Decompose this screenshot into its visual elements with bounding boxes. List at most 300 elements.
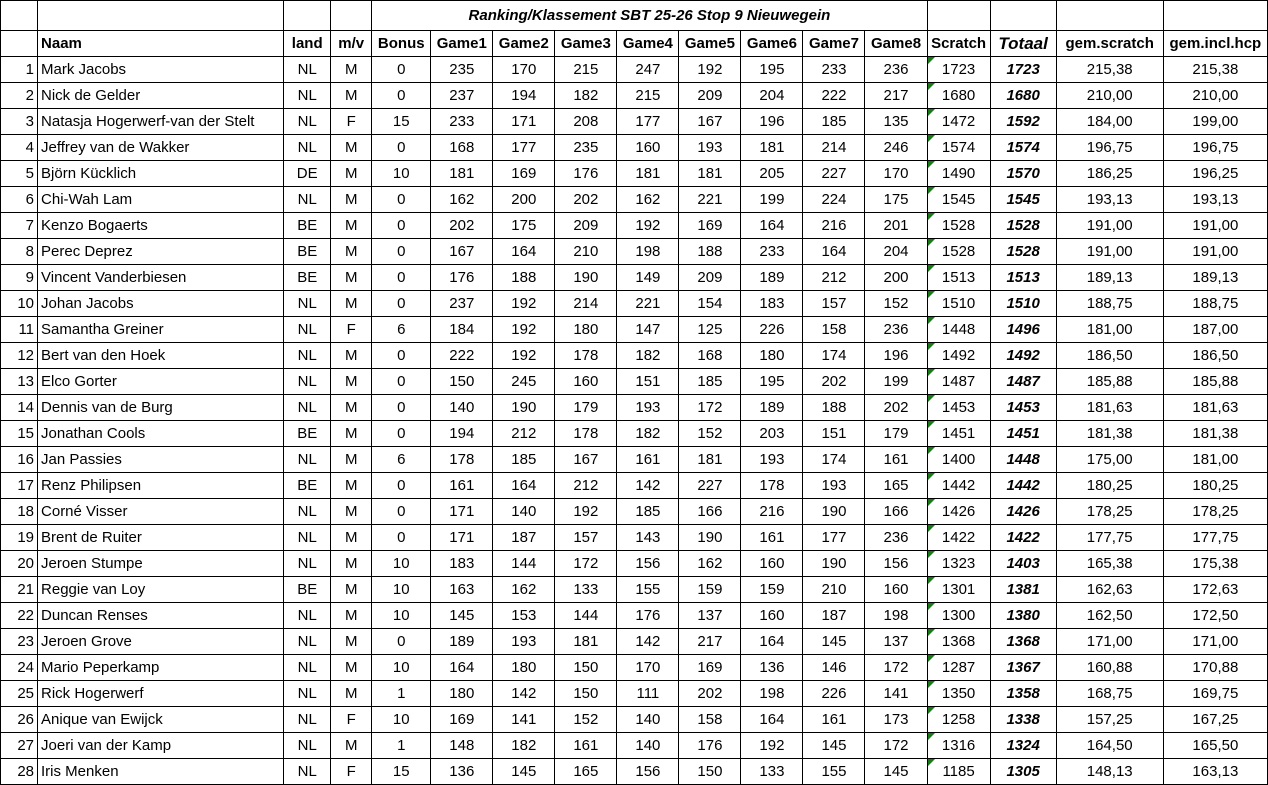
gender-cell[interactable]: M	[331, 369, 372, 395]
game-score-cell[interactable]: 178	[555, 421, 617, 447]
game-score-cell[interactable]: 144	[493, 551, 555, 577]
game-score-cell[interactable]: 212	[493, 421, 555, 447]
game-score-cell[interactable]: 175	[865, 187, 927, 213]
player-name-cell[interactable]: Dennis van de Burg	[38, 395, 284, 421]
game-score-cell[interactable]: 175	[493, 213, 555, 239]
game-score-cell[interactable]: 136	[431, 759, 493, 785]
game-score-cell[interactable]: 189	[741, 395, 803, 421]
game-score-cell[interactable]: 192	[741, 733, 803, 759]
game-score-cell[interactable]: 184	[431, 317, 493, 343]
bonus-cell[interactable]: 0	[372, 369, 431, 395]
totaal-cell[interactable]: 1487	[990, 369, 1056, 395]
gender-cell[interactable]: M	[331, 447, 372, 473]
gem-scratch-cell[interactable]: 162,63	[1056, 577, 1163, 603]
game-score-cell[interactable]: 190	[555, 265, 617, 291]
game-score-cell[interactable]: 178	[555, 343, 617, 369]
game-score-cell[interactable]: 187	[803, 603, 865, 629]
scratch-cell[interactable]	[927, 733, 990, 759]
game-score-cell[interactable]: 169	[679, 655, 741, 681]
rank-cell[interactable]: 17	[1, 473, 38, 499]
land-cell[interactable]: NL	[284, 603, 331, 629]
gender-cell[interactable]: M	[331, 135, 372, 161]
rank-cell[interactable]: 23	[1, 629, 38, 655]
rank-cell[interactable]: 3	[1, 109, 38, 135]
corner-cell[interactable]	[1, 1, 38, 31]
gem-scratch-cell[interactable]: 175,00	[1056, 447, 1163, 473]
game-score-cell[interactable]: 160	[741, 603, 803, 629]
gem-hcp-cell[interactable]: 172,63	[1163, 577, 1267, 603]
game-score-cell[interactable]: 160	[555, 369, 617, 395]
game-score-cell[interactable]: 202	[803, 369, 865, 395]
land-cell[interactable]: NL	[284, 629, 331, 655]
gem-scratch-cell[interactable]: 184,00	[1056, 109, 1163, 135]
totaal-cell[interactable]: 1448	[990, 447, 1056, 473]
scratch-cell[interactable]	[927, 629, 990, 655]
game-score-cell[interactable]: 160	[741, 551, 803, 577]
game-score-cell[interactable]: 194	[431, 421, 493, 447]
bonus-cell[interactable]: 0	[372, 629, 431, 655]
game-score-cell[interactable]: 125	[679, 317, 741, 343]
totaal-cell[interactable]: 1680	[990, 83, 1056, 109]
rank-cell[interactable]: 2	[1, 83, 38, 109]
gem-hcp-cell[interactable]: 167,25	[1163, 707, 1267, 733]
game-score-cell[interactable]: 176	[679, 733, 741, 759]
game-score-cell[interactable]: 193	[803, 473, 865, 499]
game-score-cell[interactable]: 192	[555, 499, 617, 525]
rank-cell[interactable]: 4	[1, 135, 38, 161]
bonus-cell[interactable]: 10	[372, 577, 431, 603]
rank-cell[interactable]: 14	[1, 395, 38, 421]
game-score-cell[interactable]: 162	[617, 187, 679, 213]
game-score-cell[interactable]: 151	[803, 421, 865, 447]
game-score-cell[interactable]: 146	[803, 655, 865, 681]
gem-scratch-cell[interactable]: 164,50	[1056, 733, 1163, 759]
gem-hcp-cell[interactable]: 210,00	[1163, 83, 1267, 109]
game-score-cell[interactable]: 180	[741, 343, 803, 369]
gem-hcp-cell[interactable]: 196,75	[1163, 135, 1267, 161]
gem-scratch-cell[interactable]: 186,50	[1056, 343, 1163, 369]
bonus-cell[interactable]: 15	[372, 109, 431, 135]
game-score-cell[interactable]: 190	[803, 551, 865, 577]
player-name-cell[interactable]: Brent de Ruiter	[38, 525, 284, 551]
game-header[interactable]: Game3	[555, 31, 617, 57]
rank-cell[interactable]: 10	[1, 291, 38, 317]
gem-hcp-cell[interactable]: 177,75	[1163, 525, 1267, 551]
land-cell[interactable]: DE	[284, 161, 331, 187]
gem-hcp-cell[interactable]: 193,13	[1163, 187, 1267, 213]
gender-cell[interactable]: M	[331, 655, 372, 681]
game-score-cell[interactable]: 236	[865, 317, 927, 343]
game-score-cell[interactable]: 204	[865, 239, 927, 265]
name-header[interactable]: Naam	[38, 31, 284, 57]
game-score-cell[interactable]: 192	[617, 213, 679, 239]
gem-hcp-cell[interactable]: 189,13	[1163, 265, 1267, 291]
game-score-cell[interactable]: 156	[865, 551, 927, 577]
player-name-cell[interactable]: Joeri van der Kamp	[38, 733, 284, 759]
game-score-cell[interactable]: 161	[555, 733, 617, 759]
bonus-cell[interactable]: 0	[372, 343, 431, 369]
bonus-cell[interactable]: 10	[372, 161, 431, 187]
gem-scratch-cell[interactable]: 215,38	[1056, 57, 1163, 83]
game-score-cell[interactable]: 147	[617, 317, 679, 343]
land-cell[interactable]: NL	[284, 681, 331, 707]
bonus-cell[interactable]: 10	[372, 551, 431, 577]
game-score-cell[interactable]: 171	[431, 499, 493, 525]
game-score-cell[interactable]: 177	[493, 135, 555, 161]
game-score-cell[interactable]: 145	[865, 759, 927, 785]
player-name-cell[interactable]: Natasja Hogerwerf-van der Stelt	[38, 109, 284, 135]
scratch-cell[interactable]	[927, 473, 990, 499]
game-score-cell[interactable]: 148	[431, 733, 493, 759]
blank-cell[interactable]	[331, 1, 372, 31]
bonus-cell[interactable]: 1	[372, 681, 431, 707]
bonus-cell[interactable]: 0	[372, 135, 431, 161]
game-score-cell[interactable]: 192	[679, 57, 741, 83]
game-score-cell[interactable]: 177	[803, 525, 865, 551]
bonus-cell[interactable]: 0	[372, 395, 431, 421]
rank-cell[interactable]: 24	[1, 655, 38, 681]
rank-cell[interactable]: 13	[1, 369, 38, 395]
gender-cell[interactable]: M	[331, 421, 372, 447]
rank-cell[interactable]: 18	[1, 499, 38, 525]
scratch-cell[interactable]	[927, 499, 990, 525]
game-score-cell[interactable]: 224	[803, 187, 865, 213]
blank-cell[interactable]	[1056, 1, 1163, 31]
game-score-cell[interactable]: 140	[493, 499, 555, 525]
rank-cell[interactable]: 25	[1, 681, 38, 707]
game-header[interactable]: Game7	[803, 31, 865, 57]
game-score-cell[interactable]: 165	[865, 473, 927, 499]
scratch-cell[interactable]	[927, 681, 990, 707]
rank-cell[interactable]: 1	[1, 57, 38, 83]
game-score-cell[interactable]: 193	[493, 629, 555, 655]
game-score-cell[interactable]: 152	[865, 291, 927, 317]
game-score-cell[interactable]: 199	[741, 187, 803, 213]
totaal-cell[interactable]: 1570	[990, 161, 1056, 187]
gender-cell[interactable]: M	[331, 265, 372, 291]
game-score-cell[interactable]: 178	[741, 473, 803, 499]
game-score-cell[interactable]: 185	[803, 109, 865, 135]
game-score-cell[interactable]: 188	[493, 265, 555, 291]
totaal-cell[interactable]: 1380	[990, 603, 1056, 629]
game-score-cell[interactable]: 161	[803, 707, 865, 733]
land-cell[interactable]: NL	[284, 369, 331, 395]
totaal-cell[interactable]: 1492	[990, 343, 1056, 369]
gem-scratch-cell[interactable]: 157,25	[1056, 707, 1163, 733]
gender-cell[interactable]: M	[331, 733, 372, 759]
scratch-cell[interactable]	[927, 109, 990, 135]
game-score-cell[interactable]: 201	[865, 213, 927, 239]
game-score-cell[interactable]: 205	[741, 161, 803, 187]
game-score-cell[interactable]: 235	[555, 135, 617, 161]
game-score-cell[interactable]: 164	[741, 707, 803, 733]
scratch-cell[interactable]	[927, 57, 990, 83]
gem-scratch-cell[interactable]: 188,75	[1056, 291, 1163, 317]
land-cell[interactable]: NL	[284, 291, 331, 317]
page-title[interactable]: Ranking/Klassement SBT 25-26 Stop 9 Nieuwegein	[372, 1, 927, 31]
rank-cell[interactable]: 7	[1, 213, 38, 239]
game-score-cell[interactable]: 167	[431, 239, 493, 265]
totaal-cell[interactable]: 1453	[990, 395, 1056, 421]
game-score-cell[interactable]: 155	[617, 577, 679, 603]
game-header[interactable]: Game8	[865, 31, 927, 57]
game-score-cell[interactable]: 215	[617, 83, 679, 109]
rank-cell[interactable]: 19	[1, 525, 38, 551]
bonus-cell[interactable]: 15	[372, 759, 431, 785]
land-cell[interactable]: NL	[284, 57, 331, 83]
game-score-cell[interactable]: 182	[617, 421, 679, 447]
land-cell[interactable]: BE	[284, 421, 331, 447]
game-score-cell[interactable]: 209	[679, 265, 741, 291]
game-score-cell[interactable]: 202	[431, 213, 493, 239]
gem-hcp-cell[interactable]: 163,13	[1163, 759, 1267, 785]
land-cell[interactable]: NL	[284, 135, 331, 161]
player-name-cell[interactable]: Johan Jacobs	[38, 291, 284, 317]
game-score-cell[interactable]: 158	[679, 707, 741, 733]
game-score-cell[interactable]: 181	[741, 135, 803, 161]
land-cell[interactable]: NL	[284, 655, 331, 681]
game-score-cell[interactable]: 233	[431, 109, 493, 135]
gem-hcp-cell[interactable]: 165,50	[1163, 733, 1267, 759]
game-score-cell[interactable]: 212	[803, 265, 865, 291]
game-score-cell[interactable]: 217	[679, 629, 741, 655]
game-score-cell[interactable]: 166	[865, 499, 927, 525]
totaal-cell[interactable]: 1324	[990, 733, 1056, 759]
gender-cell[interactable]: M	[331, 213, 372, 239]
totaal-cell[interactable]: 1403	[990, 551, 1056, 577]
game-score-cell[interactable]: 196	[865, 343, 927, 369]
game-score-cell[interactable]: 152	[679, 421, 741, 447]
gem-hcp-header[interactable]: gem.incl.hcp	[1163, 31, 1267, 57]
gender-cell[interactable]: M	[331, 681, 372, 707]
gem-hcp-cell[interactable]: 181,63	[1163, 395, 1267, 421]
game-score-cell[interactable]: 162	[493, 577, 555, 603]
gem-scratch-cell[interactable]: 162,50	[1056, 603, 1163, 629]
game-score-cell[interactable]: 161	[741, 525, 803, 551]
game-score-cell[interactable]: 153	[493, 603, 555, 629]
scratch-cell[interactable]	[927, 525, 990, 551]
game-header[interactable]: Game6	[741, 31, 803, 57]
game-score-cell[interactable]: 222	[431, 343, 493, 369]
game-score-cell[interactable]: 195	[741, 369, 803, 395]
land-cell[interactable]: NL	[284, 187, 331, 213]
scratch-cell[interactable]	[927, 343, 990, 369]
game-score-cell[interactable]: 226	[741, 317, 803, 343]
bonus-cell[interactable]: 1	[372, 733, 431, 759]
player-name-cell[interactable]: Vincent Vanderbiesen	[38, 265, 284, 291]
game-score-cell[interactable]: 183	[431, 551, 493, 577]
game-score-cell[interactable]: 164	[493, 473, 555, 499]
bonus-cell[interactable]: 0	[372, 239, 431, 265]
land-cell[interactable]: NL	[284, 499, 331, 525]
game-score-cell[interactable]: 190	[679, 525, 741, 551]
gender-header[interactable]: m/v	[331, 31, 372, 57]
game-score-cell[interactable]: 188	[679, 239, 741, 265]
gem-scratch-cell[interactable]: 186,25	[1056, 161, 1163, 187]
game-score-cell[interactable]: 161	[865, 447, 927, 473]
scratch-cell[interactable]	[927, 135, 990, 161]
rank-cell[interactable]: 8	[1, 239, 38, 265]
game-score-cell[interactable]: 198	[741, 681, 803, 707]
game-score-cell[interactable]: 160	[865, 577, 927, 603]
game-score-cell[interactable]: 217	[865, 83, 927, 109]
game-score-cell[interactable]: 214	[555, 291, 617, 317]
player-name-cell[interactable]: Elco Gorter	[38, 369, 284, 395]
game-score-cell[interactable]: 144	[555, 603, 617, 629]
player-name-cell[interactable]: Kenzo Bogaerts	[38, 213, 284, 239]
player-name-cell[interactable]: Reggie van Loy	[38, 577, 284, 603]
player-name-cell[interactable]: Mark Jacobs	[38, 57, 284, 83]
game-score-cell[interactable]: 163	[431, 577, 493, 603]
game-score-cell[interactable]: 150	[555, 681, 617, 707]
gender-cell[interactable]: F	[331, 707, 372, 733]
game-score-cell[interactable]: 161	[617, 447, 679, 473]
game-score-cell[interactable]: 135	[865, 109, 927, 135]
gem-scratch-cell[interactable]: 181,00	[1056, 317, 1163, 343]
game-score-cell[interactable]: 181	[679, 161, 741, 187]
player-name-cell[interactable]: Bert van den Hoek	[38, 343, 284, 369]
rank-cell[interactable]: 22	[1, 603, 38, 629]
game-score-cell[interactable]: 237	[431, 83, 493, 109]
game-score-cell[interactable]: 157	[803, 291, 865, 317]
game-score-cell[interactable]: 141	[493, 707, 555, 733]
game-score-cell[interactable]: 198	[865, 603, 927, 629]
gem-hcp-cell[interactable]: 172,50	[1163, 603, 1267, 629]
gender-cell[interactable]: M	[331, 629, 372, 655]
gem-hcp-cell[interactable]: 181,00	[1163, 447, 1267, 473]
player-name-cell[interactable]: Iris Menken	[38, 759, 284, 785]
game-score-cell[interactable]: 247	[617, 57, 679, 83]
game-score-cell[interactable]: 150	[679, 759, 741, 785]
scratch-cell[interactable]	[927, 83, 990, 109]
land-cell[interactable]: NL	[284, 733, 331, 759]
game-score-cell[interactable]: 137	[865, 629, 927, 655]
game-score-cell[interactable]: 236	[865, 525, 927, 551]
game-score-cell[interactable]: 164	[741, 213, 803, 239]
game-score-cell[interactable]: 236	[865, 57, 927, 83]
rank-cell[interactable]: 11	[1, 317, 38, 343]
game-score-cell[interactable]: 161	[431, 473, 493, 499]
game-header[interactable]: Game1	[431, 31, 493, 57]
game-score-cell[interactable]: 216	[741, 499, 803, 525]
game-score-cell[interactable]: 196	[741, 109, 803, 135]
game-score-cell[interactable]: 193	[617, 395, 679, 421]
bonus-header[interactable]: Bonus	[372, 31, 431, 57]
game-score-cell[interactable]: 174	[803, 343, 865, 369]
game-header[interactable]: Game2	[493, 31, 555, 57]
gem-hcp-cell[interactable]: 181,38	[1163, 421, 1267, 447]
game-score-cell[interactable]: 180	[555, 317, 617, 343]
gender-cell[interactable]: M	[331, 577, 372, 603]
gem-scratch-cell[interactable]: 171,00	[1056, 629, 1163, 655]
scratch-cell[interactable]	[927, 551, 990, 577]
gem-hcp-cell[interactable]: 199,00	[1163, 109, 1267, 135]
totaal-cell[interactable]: 1422	[990, 525, 1056, 551]
game-score-cell[interactable]: 151	[617, 369, 679, 395]
game-score-cell[interactable]: 172	[865, 733, 927, 759]
gem-hcp-cell[interactable]: 188,75	[1163, 291, 1267, 317]
gender-cell[interactable]: M	[331, 603, 372, 629]
gender-cell[interactable]: M	[331, 57, 372, 83]
totaal-cell[interactable]: 1528	[990, 239, 1056, 265]
land-cell[interactable]: NL	[284, 343, 331, 369]
player-name-cell[interactable]: Corné Visser	[38, 499, 284, 525]
totaal-cell[interactable]: 1367	[990, 655, 1056, 681]
bonus-cell[interactable]: 0	[372, 499, 431, 525]
gender-cell[interactable]: M	[331, 161, 372, 187]
totaal-cell[interactable]: 1513	[990, 265, 1056, 291]
gem-scratch-cell[interactable]: 196,75	[1056, 135, 1163, 161]
bonus-cell[interactable]: 0	[372, 265, 431, 291]
totaal-cell[interactable]: 1545	[990, 187, 1056, 213]
land-cell[interactable]: NL	[284, 707, 331, 733]
gem-hcp-cell[interactable]: 185,88	[1163, 369, 1267, 395]
game-score-cell[interactable]: 190	[493, 395, 555, 421]
game-score-cell[interactable]: 202	[865, 395, 927, 421]
game-score-cell[interactable]: 142	[617, 629, 679, 655]
game-score-cell[interactable]: 154	[679, 291, 741, 317]
gem-hcp-cell[interactable]: 171,00	[1163, 629, 1267, 655]
gem-scratch-cell[interactable]: 181,38	[1056, 421, 1163, 447]
player-name-cell[interactable]: Jeffrey van de Wakker	[38, 135, 284, 161]
game-score-cell[interactable]: 182	[617, 343, 679, 369]
bonus-cell[interactable]: 10	[372, 603, 431, 629]
scratch-cell[interactable]	[927, 577, 990, 603]
game-score-cell[interactable]: 166	[679, 499, 741, 525]
game-score-cell[interactable]: 169	[679, 213, 741, 239]
game-score-cell[interactable]: 136	[741, 655, 803, 681]
totaal-header[interactable]: Totaal	[990, 31, 1056, 57]
game-score-cell[interactable]: 180	[493, 655, 555, 681]
game-score-cell[interactable]: 159	[679, 577, 741, 603]
game-score-cell[interactable]: 174	[803, 447, 865, 473]
game-score-cell[interactable]: 162	[679, 551, 741, 577]
land-cell[interactable]: NL	[284, 317, 331, 343]
game-score-cell[interactable]: 171	[431, 525, 493, 551]
game-score-cell[interactable]: 179	[865, 421, 927, 447]
player-name-cell[interactable]: Jeroen Grove	[38, 629, 284, 655]
scratch-cell[interactable]	[927, 395, 990, 421]
game-score-cell[interactable]: 164	[431, 655, 493, 681]
scratch-cell[interactable]	[927, 265, 990, 291]
totaal-cell[interactable]: 1305	[990, 759, 1056, 785]
gem-scratch-cell[interactable]: 160,88	[1056, 655, 1163, 681]
rank-cell[interactable]: 16	[1, 447, 38, 473]
land-cell[interactable]: NL	[284, 395, 331, 421]
game-score-cell[interactable]: 157	[555, 525, 617, 551]
rank-cell[interactable]: 27	[1, 733, 38, 759]
totaal-cell[interactable]: 1338	[990, 707, 1056, 733]
rank-cell[interactable]: 12	[1, 343, 38, 369]
game-score-cell[interactable]: 156	[617, 551, 679, 577]
game-score-cell[interactable]: 167	[555, 447, 617, 473]
scratch-cell[interactable]	[927, 759, 990, 785]
game-score-cell[interactable]: 192	[493, 317, 555, 343]
blank-cell[interactable]	[38, 1, 284, 31]
gender-cell[interactable]: M	[331, 291, 372, 317]
totaal-cell[interactable]: 1592	[990, 109, 1056, 135]
gender-cell[interactable]: M	[331, 83, 372, 109]
scratch-cell[interactable]	[927, 291, 990, 317]
land-cell[interactable]: NL	[284, 551, 331, 577]
player-name-cell[interactable]: Perec Deprez	[38, 239, 284, 265]
totaal-cell[interactable]: 1496	[990, 317, 1056, 343]
game-score-cell[interactable]: 246	[865, 135, 927, 161]
totaal-cell[interactable]: 1381	[990, 577, 1056, 603]
scratch-cell[interactable]	[927, 603, 990, 629]
game-score-cell[interactable]: 176	[555, 161, 617, 187]
land-cell[interactable]: BE	[284, 265, 331, 291]
